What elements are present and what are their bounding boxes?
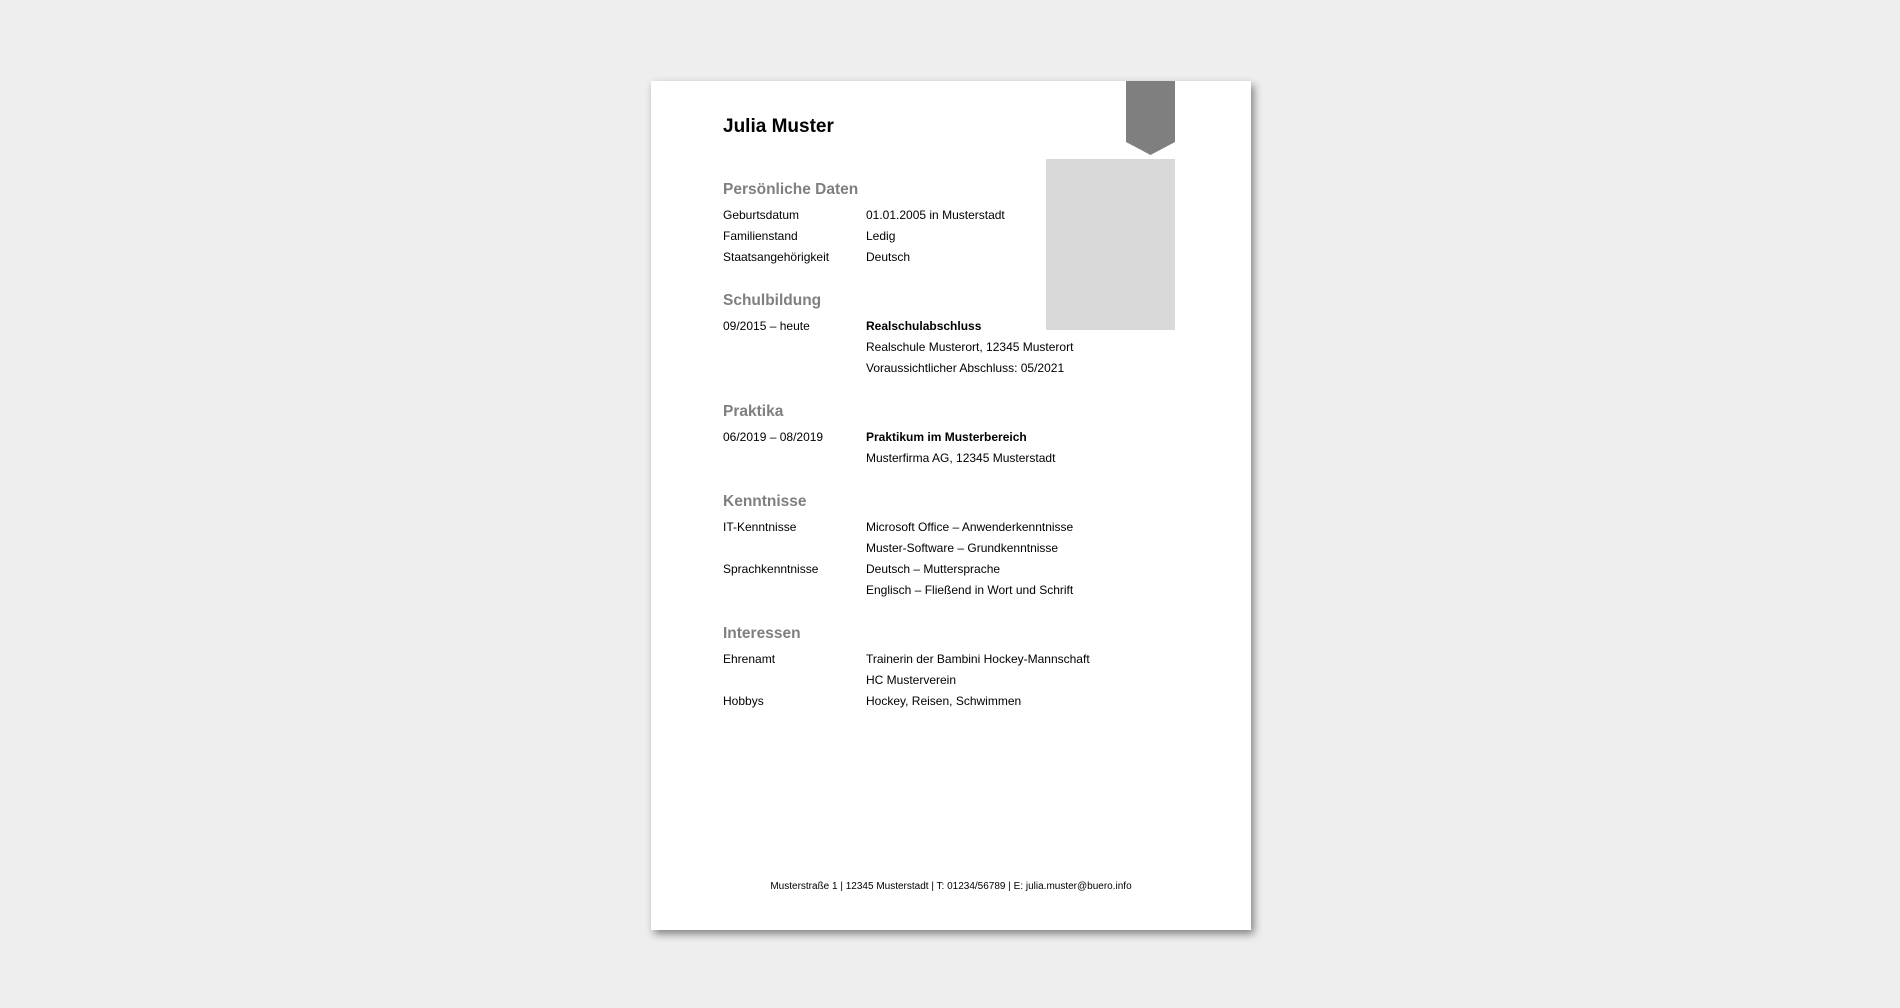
- bookmark-ribbon-icon: [1126, 81, 1175, 155]
- row-value: Ledig: [866, 229, 896, 243]
- cv-page: [651, 81, 1251, 930]
- section-personal-data: [723, 180, 1153, 268]
- data-row: [723, 580, 1153, 601]
- row-value: Hockey, Reisen, Schwimmen: [866, 694, 1022, 708]
- section-interests: [723, 624, 1153, 712]
- row-value: Voraussichtlicher Abschluss: 05/2021: [866, 361, 1065, 375]
- row-key: Geburtsdatum: [723, 208, 800, 222]
- row-value: Realschulabschluss: [866, 319, 982, 333]
- data-row: [723, 226, 1153, 247]
- row-value: Praktikum im Musterbereich: [866, 430, 1027, 444]
- data-row: [723, 670, 1153, 691]
- row-key: IT-Kenntnisse: [723, 520, 797, 534]
- data-row: [723, 559, 1153, 580]
- contact-footer: Musterstraße 1 | 12345 Musterstadt | T: 01234/56789 | E: julia.muster@buero.info: [770, 881, 1132, 892]
- data-row: [723, 517, 1153, 538]
- data-row: [723, 448, 1153, 469]
- row-value: 01.01.2005 in Musterstadt: [866, 208, 1005, 222]
- row-key: 06/2019 – 08/2019: [723, 430, 824, 444]
- row-key: 09/2015 – heute: [723, 319, 810, 333]
- data-row: [723, 649, 1153, 670]
- row-value: Deutsch – Muttersprache: [866, 562, 1001, 576]
- data-row: [723, 358, 1153, 379]
- row-value: Trainerin der Bambini Hockey-Mannschaft: [866, 652, 1090, 666]
- data-row: [723, 538, 1153, 559]
- section-title: Kenntnisse: [723, 493, 807, 510]
- section-skills: [723, 492, 1153, 601]
- row-value: HC Musterverein: [866, 673, 957, 687]
- row-key: Familienstand: [723, 229, 798, 243]
- row-key: Hobbys: [723, 694, 764, 708]
- row-key: Staatsangehörigkeit: [723, 250, 830, 264]
- section-title: Persönliche Daten: [723, 181, 859, 198]
- row-key: Ehrenamt: [723, 652, 776, 666]
- row-value: Deutsch: [866, 250, 911, 264]
- row-value: Musterfirma AG, 12345 Musterstadt: [866, 451, 1056, 465]
- data-row: [723, 316, 1153, 337]
- section-title: Interessen: [723, 625, 801, 642]
- section-title: Schulbildung: [723, 292, 822, 309]
- section-title: Praktika: [723, 403, 784, 420]
- row-key: Sprachkenntnisse: [723, 562, 819, 576]
- section-internships: [723, 402, 1153, 469]
- row-value: Muster-Software – Grundkenntnisse: [866, 541, 1059, 555]
- data-row: [723, 691, 1153, 712]
- data-row: [723, 205, 1153, 226]
- data-row: [723, 247, 1153, 268]
- data-row: [723, 337, 1153, 358]
- row-value: Englisch – Fließend in Wort und Schrift: [866, 583, 1074, 597]
- section-education: [723, 291, 1153, 379]
- applicant-name: Julia Muster: [723, 116, 834, 137]
- row-value: Microsoft Office – Anwenderkenntnisse: [866, 520, 1074, 534]
- data-row: [723, 427, 1153, 448]
- row-value: Realschule Musterort, 12345 Musterort: [866, 340, 1074, 354]
